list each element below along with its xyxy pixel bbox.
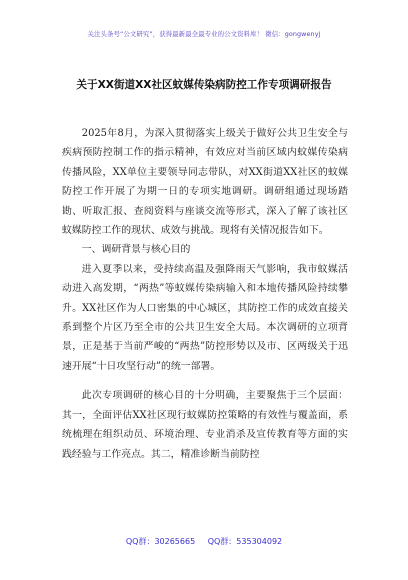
document-title: 关于XX街道XX社区蚊媒传染病防控工作专项调研报告 — [76, 79, 332, 91]
intro-paragraph: 2025年8月，为深入贯彻落实上级关于做好公共卫生安全与疾病预防控制工作的指示精神，有效应对当前区域内蚊媒传染病传播风险，XX单位主要领导同志带队，对XX街道XX社区的蚊媒防控工作开展了为期一日的专项实地调研。调研组通过现场踏勘、听取汇报、查阅资料与座谈交流等形式，深入了解了该社区蚊媒防控工作的现状、成效与挑战。现将有关情况报告如下。 — [62, 128, 348, 237]
document-body — [62, 124, 348, 464]
section-heading: 一、调研背景与核心目的 — [81, 244, 191, 256]
qq-group-2: QQ群：535304092 — [207, 537, 283, 546]
purpose-paragraph: 此次专项调研的核心目的十分明确，主要聚焦于三个层面：其一，全面评估XX社区现行蚊媒防控策略的有效性与覆盖面，系统梳理在组织动员、环境治理、专业消杀及宣传教育等方面的实践经验与工作亮点。其二，精准诊断当前防控 — [62, 390, 348, 460]
background-paragraph: 进入夏季以来，受持续高温及强降雨天气影响，我市蚊媒活动进入高发期，“两热”等蚊媒传染病输入和本地传播风险持续攀升。XX社区作为人口密集的中心城区，其防控工作的成效直接关系到整个片区乃至全市的公共卫生安全大局。本次调研的立项背景，正是基于当前严峻的“两热”防控形势以及市、区两级关于迅速开展“十日攻坚行动”的统一部署。 — [62, 263, 348, 372]
footer-qq-groups — [0, 536, 408, 547]
qq-group-1: QQ群：30265665 — [125, 537, 196, 546]
header-banner: 关注头条号“公文研究”，获得最新最全最专业的公文资料库！ 微信：gongwenyj — [87, 30, 321, 38]
